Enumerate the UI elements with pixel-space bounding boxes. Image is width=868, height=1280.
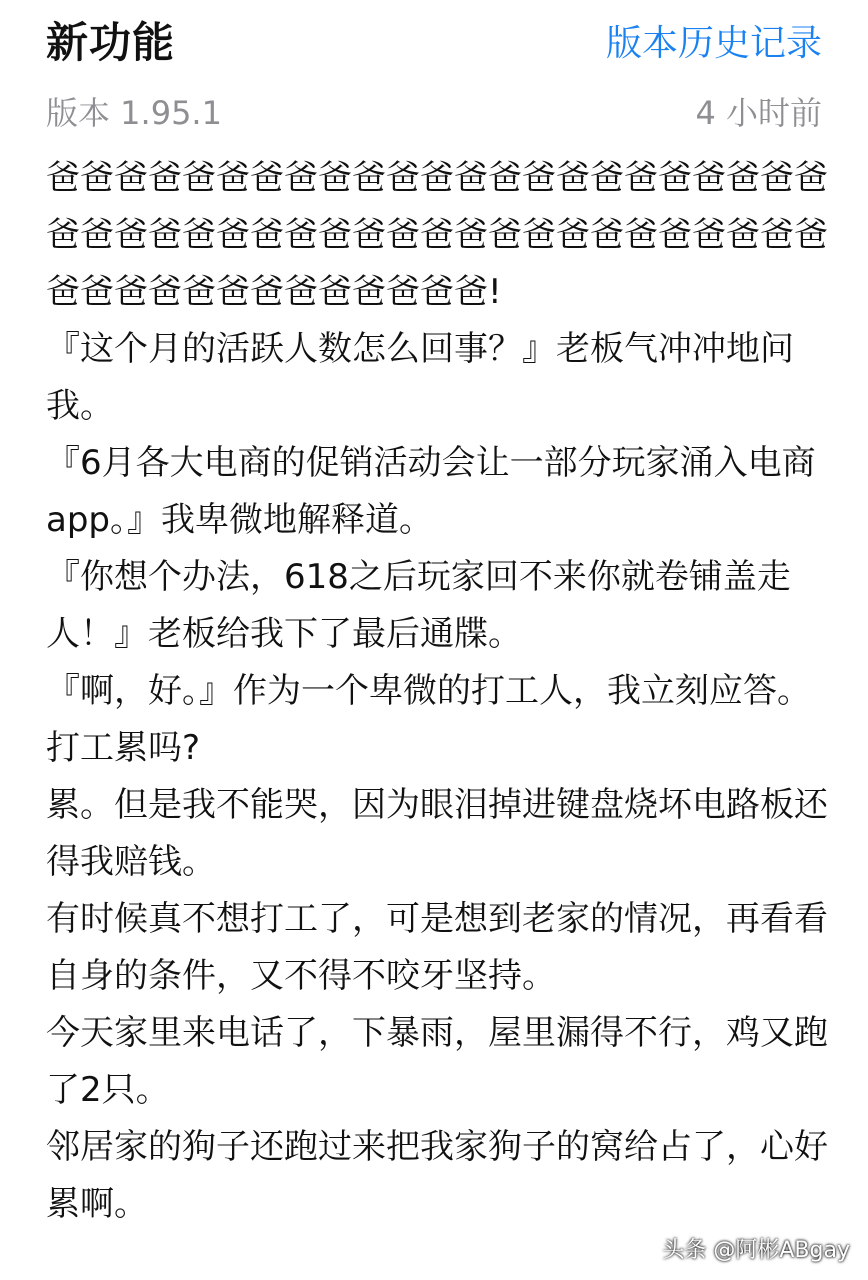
version-label: 版本 1.95.1	[46, 94, 222, 132]
note-paragraph: 今天家里来电话了，下暴雨，屋里漏得不行，鸡又跑了2只。	[46, 1013, 828, 1110]
page-title: 新功能	[46, 18, 176, 67]
header	[46, 8, 822, 72]
version-meta	[46, 86, 822, 136]
watermark	[662, 1233, 850, 1264]
note-paragraph: 爸爸爸爸爸爸爸爸爸爸爸爸爸爸爸爸爸爸爸爸爸爸爸爸爸爸爸爸爸爸爸爸爸爸爸爸爸爸爸爸爸爸爸爸爸爸爸爸爸爸爸爸爸爸爸爸爸爸爸!	[46, 158, 828, 312]
release-time: 4 小时前	[695, 94, 822, 132]
note-paragraph: 打工累吗?	[46, 728, 201, 768]
note-paragraph: 『啊，好。』作为一个卑微的打工人，我立刻应答。	[46, 671, 811, 711]
release-notes	[46, 150, 828, 1233]
note-paragraph: 『你想个办法，618之后玩家回不来你就卷铺盖走人！』老板给我下了最后通牒。	[46, 557, 791, 654]
watermark-text: 头条 @阿彬ABgay	[662, 1238, 850, 1263]
note-paragraph: 『6月各大电商的促销活动会让一部分玩家涌入电商app。』我卑微地解释道。	[46, 443, 816, 540]
note-paragraph: 累。但是我不能哭，因为眼泪掉进键盘烧坏电路板还得我赔钱。	[46, 785, 828, 882]
note-paragraph: 『这个月的活跃人数怎么回事？』老板气冲冲地问我。	[46, 329, 794, 426]
note-paragraph: 有时候真不想打工了，可是想到老家的情况，再看看自身的条件，又不得不咬牙坚持。	[46, 899, 828, 996]
note-paragraph: 邻居家的狗子还跑过来把我家狗子的窝给占了，心好累啊。	[46, 1127, 828, 1224]
version-history-link[interactable]: 版本历史记录	[605, 22, 822, 64]
